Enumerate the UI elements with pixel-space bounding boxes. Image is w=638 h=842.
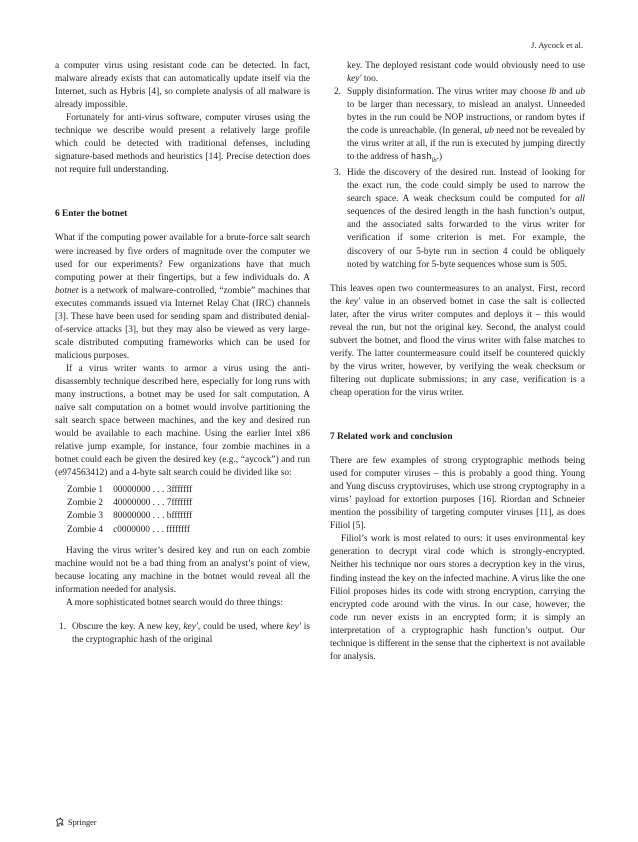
- paragraph: Having the virus writer’s desired key and run on each zombie machine would not be a bad thing from an analyst’s point of view, because locating any machine in the botnet would reveal all the information needed for analysis.: [55, 545, 310, 595]
- running-head: J. Aycock et al.: [531, 40, 583, 50]
- zombie-range: 00000000 . . . 3fffffff: [113, 485, 193, 496]
- zombie-name: Zombie 4: [67, 524, 104, 535]
- paragraph: If a virus writer wants to armor a virus using the anti-disassembly technique described here, especially for long runs with many instructions, a botnet may be used for salt computation. A naïve salt computation on a botnet would involve partitioning the salt search space between machines, and the key and desired run would be available to each machine. Using the earlier Intel x86 relative jump example, for instance, four zombie machines in a botnet could each be given the desired key (e.g., “aycock”) and run (e974563412) and a 4-byte salt search could be divided like so:: [55, 363, 310, 479]
- zombie-name: Zombie 2: [67, 498, 104, 509]
- right-column: [330, 60, 585, 664]
- list-item: key. The deployed resistant code would obviously need to use key′ too.: [347, 61, 585, 85]
- list-item: 1. Obscure the key. A new key, key′, could be used, where key′ is the cryptographic hash of the original: [58, 621, 310, 645]
- section-heading-7: 7 Related work and conclusion: [330, 432, 453, 443]
- section-heading-6: 6 Enter the botnet: [55, 209, 128, 220]
- list-item: 2. Supply disinformation. The virus writer may choose lb and ub to be larger than necessary, to mislead an analyst. Unneeded bytes in the run could be NOP instructions, or random bytes if the code is unreachable. (In general, ub need not be revealed by the virus writer at all, if the run is executed by jumping directly to the address of hash$_{lb}$.): [333, 87, 585, 165]
- numbered-list: [330, 86, 585, 272]
- paragraph: What if the computing power available for a brute-force salt search were increased by five orders of magnitude over the computer we used for our experiments? Few organizations have that much computing power at their fingertips, but a few individuals do. A botnet is a network of malware-controlled, “zombie” machines that executes commands issued via Internet Relay Chat (IRC) channels [3]. These have been used for sending spam and distributed denial-of-service attacks [3], but they may also be viewed as very large-scale distributed computing frameworks which can be used for malicious purposes.: [55, 233, 310, 361]
- paragraph: Filiol’s work is most related to ours: it uses environmental key generation to decrypt viral code which is strongly-encrypted. Neither his technique nor ours stores a decryption key in the virus, finding instead the key on the infected machine. A virus like the one Filiol proposes hides its code with strong encryption, carrying the encrypted code around with the virus. In our case, however, the code run never exists in an encrypted form; it is simply an interpretation of a cryptographic hash function’s output. Our technique is different in the sense that the ciphertext is not available for analysis.: [330, 534, 585, 662]
- list-item: 3. Hide the discovery of the desired run. Instead of looking for the exact run, the code could simply be used to narrow the search space. A weak checksum could be computed for all sequences of the desired length in the hash function’s output, and the associated salts forwarded to the virus writer for verification if some criterion is met. For example, the discovery of our 5-byte run in section 4 could be obliquely noted by watching for 5-byte sequences whose sum is 505.: [333, 168, 585, 270]
- numbered-list: [55, 621, 310, 647]
- table-row: [67, 524, 202, 537]
- paragraph: There are few examples of strong cryptographic methods being used for computer viruses – this is probably a good thing. Young and Yung discuss cryptoviruses, which use strong cryptography in a virus’ payload for extortion purposes [16]. Riordan and Schneier mention the possibility of targeting computer viruses [11], as does Filiol [5].: [330, 456, 585, 532]
- table-row: [67, 497, 202, 510]
- paragraph: A more sophisticated botnet search would do three things:: [66, 597, 283, 608]
- paragraph: Fortunately for anti-virus software, computer viruses using the technique we describe would present a relatively large profile which could be detected with traditional defenses, including signature-based methods and heuristics [14]. Precise detection does not require full understanding.: [55, 113, 310, 176]
- left-column: [55, 60, 310, 647]
- zombie-range: 80000000 . . . bfffffff: [113, 511, 193, 522]
- footer: [55, 817, 97, 827]
- zombie-range: 40000000 . . . 7fffffff: [113, 498, 193, 509]
- publisher-name: Springer: [68, 817, 97, 827]
- table-row: [67, 510, 202, 523]
- zombie-name: Zombie 1: [67, 485, 104, 496]
- zombie-range: c0000000 . . . ffffffff: [113, 524, 190, 535]
- table-row: [67, 484, 202, 497]
- paragraph: a computer virus using resistant code can be detected. In fact, malware already exists that can automatically update itself via the Internet, such as Hybris [4], so complete analysis of all malware is already impossible.: [55, 61, 310, 111]
- numbered-list-continued: [330, 60, 585, 86]
- paragraph: This leaves open two countermeasures to an analyst. First, record the key′ value in an observed botnet in case the salt is collected later, after the virus writer computes and deploys it – this would reveal the run, but not the original key. Second, the analyst could subvert the botnet, and flood the virus writer with false matches to verify. The latter countermeasure could itself be countered quickly by the virus writer, however, by verifying the weak checksum or filtering out duplicate submissions; in any case, verification is a cheap operation for the virus writer.: [330, 283, 585, 398]
- springer-horse-icon: [55, 817, 65, 827]
- zombie-name: Zombie 3: [67, 511, 104, 522]
- zombie-table: [67, 484, 202, 536]
